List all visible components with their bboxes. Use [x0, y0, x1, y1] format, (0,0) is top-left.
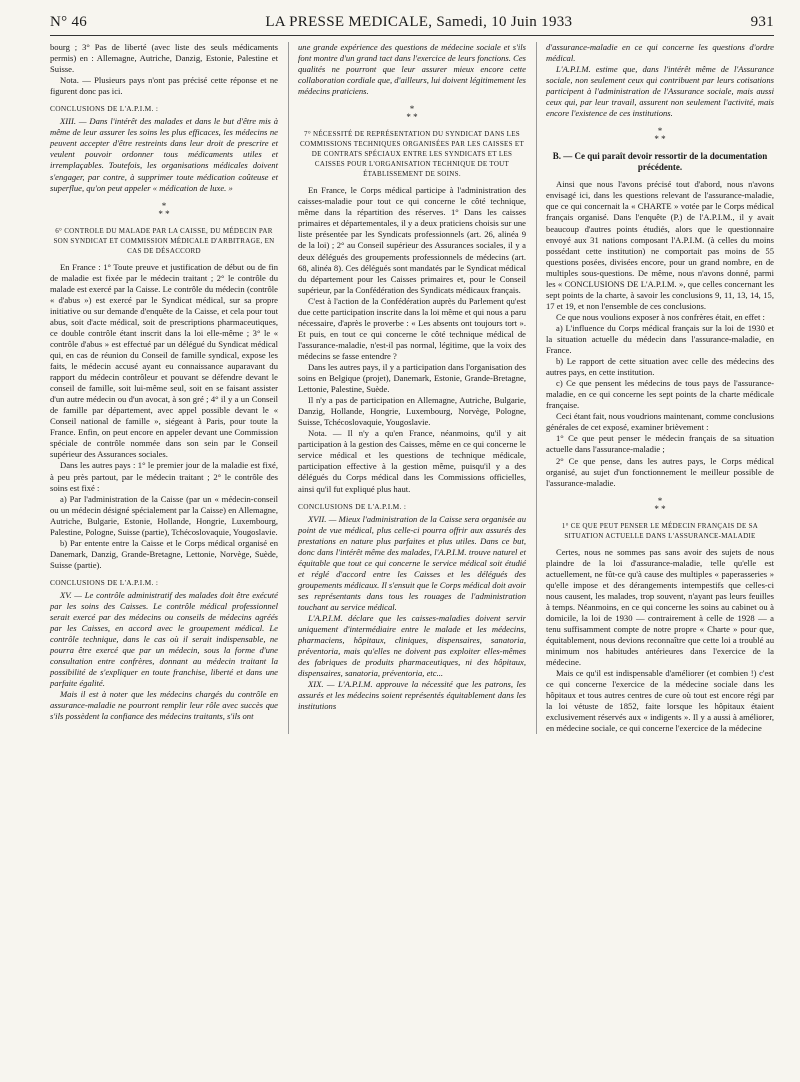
paragraph: a) Par l'administration de la Caisse (par un « médecin-conseil ou un médecin désigné spécialement par la Caisse) en Allemagne, Autriche, Bulgarie, Estonie, Hollande, Hongrie, Luxembourg, Palestine, Pologne, Suisse (partie), Tchécoslovaquie, Yougoslavie. [50, 493, 278, 537]
paragraph: Ainsi que nous l'avons précisé tout d'abord, nous n'avons envisagé ici, dans les questions relevant de l'assurance-maladie, que ce qui concernait la « CHARTE » votée par le Corps médical français organisé. Dans l'enquête (P.) de l'A.P.I.M., il y avait beaucoup d'autres points étudiés, alors que le questionnaire envoyé aux 31 nations composant l'A.P.I.M. (à celles du moins possédant cette institution) ne comportait pas moins de 55 questions posées, divisées encore, pour un grand nombre, en de multiples sous-questions. De même, nous n'avons donné, parmi les « CONCLUSIONS DE L'A.P.I.M. », que celles concernant les sept points de la charte, à savoir les conclusions 9, 11, 13, 14, 15, 17 et 19, et non l'ensemble de ces conclusions. [546, 179, 774, 311]
paragraph: a) L'influence du Corps médical français sur la loi de 1930 et la situation actuelle du médecin dans l'assurance-maladie, en France. [546, 322, 774, 356]
paragraph: En France, le Corps médical participe à l'administration des caisses-maladie pour tout ce qui concerne le côté technique, même dans la répartition des réserves. 1° Dans les caisses primaires et départementales, il y a deux praticiens choisis sur une liste présentée par les Syndicats professionnels (art. 26, alinéa 9 de la loi) ; 2° au Conseil supérieur des Assurances sociales, il y a deux délégués des groupements professionnels de médecins (art. 68, alinéa 8). Ces délégués sont mandatés par le Syndicat médical du département pour les Caisses primaires et, pour le Conseil supérieur, par la Confédération des Syndicats médicaux français. [298, 185, 526, 295]
conclusion-text: L'A.P.I.M. estime que, dans l'intérêt même de l'Assurance sociale, non seulement ceux qui contribuent par leurs cotisations participent à l'administration de l'Assurance sociale, mais aussi ceux qui, par leur travail, assurent non seulement l'activité, mais encore l'existence de ces institutions. [546, 64, 774, 119]
conclusions-heading: CONCLUSIONS DE L'A.P.I.M. : [50, 577, 159, 587]
paragraph: Certes, nous ne sommes pas sans avoir des sujets de nous plaindre de la loi d'assurance-maladie, telle qu'elle est actuellement, ne fût-ce qu'à cause des multiples « paperasseries » qu'elle impose et des dérangements intempestifs que celles-ci nous causent, les malades, trop souvent, n'ayant pas leurs feuilles à temps. Néanmoins, en ce qui concerne les soins au cabinet ou à domicile, la loi de 1930 — contrairement à celle de 1928 — a tenu suffisamment compte de notre propre « Charte » pour que, équitablement, nous devions reconnaître que cette loi a troublé au minimum nos habitudes antérieures dans l'exercice de la médecine. [546, 546, 774, 668]
paragraph: Ce que nous voulions exposer à nos confrères était, en effet : [556, 311, 765, 322]
conclusion-text: une grande expérience des questions de médecine sociale et s'ils font montre d'un grand tact dans l'exercice de leurs fonctions. Ces qualités ne pourront que leur assurer mieux encore cette collaboration cordiale que, d'ailleurs, lui doivent légitimement les médecins praticiens. [298, 42, 526, 97]
paragraph: b) Par entente entre la Caisse et le Corps médical organisé en Danemark, Danzig, Grande-Bretagne, Lettonie, Norvège, Suède, Suisse (partie). [50, 537, 278, 570]
issue-number: N° 46 [50, 14, 88, 30]
paragraph: c) Ce que pensent les médecins de tous pays de l'assurance-maladie, en ce qui concerne les sept points de la charte médicale française. [546, 378, 774, 411]
paragraph: Nota. — Plusieurs pays n'ont pas précisé cette réponse et ne figurent donc pas ici. [50, 75, 278, 97]
text-columns [50, 42, 774, 734]
paragraph: Dans les autres pays, il y a participation dans l'organisation des soins en Belgique (projet), Danemark, Estonie, Grande-Bretagne, Lettonie, Palestine, Suède. [298, 361, 526, 395]
conclusion-text: XV. — Le contrôle administratif des malades doit être exécuté par les soins des Caisses. Le contrôle médical professionnel serait exercé par des médecins ou conseils de médecins agréés par les Caisses, en accord avec le groupement médical. Le contrôle technique, dans le cas où il serait indispensable, ne pourra être exercé que par un médecin, sous la forme d'une consultation entre confrères, donnant au médecin traitant la possibilité de s'expliquer en toute franchise, liberté et dans une parfaite égalité. [50, 589, 278, 689]
conclusion-text: XIII. — Dans l'intérêt des malades et dans le but d'être mis à même de leur assurer les soins les plus efficaces, les médecins ne peuvent accepter d'être restreints dans leur droit de prescrire et veulent pouvoir ordonner tous médicaments utiles et irremplaçables. Toutefois, les organisations médicales doivent s'engager, par contre, à supprimer toute médication coûteuse et superflue, qu'on peut appeler « médication de luxe. » [50, 116, 278, 193]
paragraph: Mais ce qu'il est indispensable d'améliorer (et combien !) c'est ce qui concerne l'exercice de la médecine sociale dans les hôpitaux et tous autres centres de cure où tout est encore régi par la loi vétuste de 1852, faite lorsque les hôpitaux étaient exclusivement réservés aux « indigents ». Il y a aussi à améliorer, en médecine sociale, ce qui concerne l'exercice de la médecine [546, 668, 774, 734]
paragraph: Nota. — Il n'y a qu'en France, néanmoins, qu'il y ait participation à la gestion des Caisses, même en ce qui concerne le service médical et les questions de technique médicale, participation effective à la gestion même, puisqu'il y a des délégués du Corps médical dans les Commissions officielles, ainsi qu'il fut expliqué plus haut. [298, 428, 526, 494]
paragraph: Dans les autres pays : 1° le premier jour de la maladie est fixé, à peu près partout, par le médecin traitant ; 2° le contrôle des soins est fixé : [50, 460, 278, 493]
conclusion-text: XIX. — L'A.P.I.M. approuve la nécessité que les patrons, les assurés et les médecins soient représentés équitablement dans les institutions [298, 679, 526, 712]
conclusion-text: L'A.P.I.M. déclare que les caisses-maladies doivent servir uniquement d'intermédiaire entre le malade et les médecins, pharmaciens, hôpitaux, cliniques, dispensaires, sanatoria, préventoria, mais qu'elles ne doivent pas exploiter elles-mêmes des fabriques de produits pharmaceutiques, ni des hôpitaux, dispensaires, sanatoria, préventoria, etc... [298, 613, 526, 679]
section-separator: * * * [158, 200, 170, 219]
page-number: 931 [750, 14, 774, 30]
section-separator: * * * [406, 104, 418, 123]
conclusion-text: Mais il est à noter que les médecins chargés du contrôle en assurance-maladie ne pourront remplir leur rôle avec succès que s'ils possèdent la confiance des médecins traitants, s'ils ont [50, 689, 278, 722]
paragraph: Il n'y a pas de participation en Allemagne, Autriche, Bulgarie, Danzig, Hollande, Hongrie, Luxembourg, Norvège, Pologne, Suisse, Tchécoslovaquie, Yougoslavie. [298, 395, 526, 428]
conclusions-heading: CONCLUSIONS DE L'A.P.I.M. : [298, 501, 407, 511]
journal-title: LA PRESSE MEDICALE, Samedi, 10 Juin 1933 [265, 14, 573, 30]
paragraph: En France : 1° Toute preuve et justification de début ou de fin de maladie est fixée par le médecin traitant ; 2° le contrôle du malade est exercé par la Caisse. Le contrôle du médecin (contrôle « d'abus ») est exercé par le Syndicat médical, sur sa propre initiative ou sur demande d'enquête de la Caisse, et cela pour tout abus, soit d'acte médical, soit de prescriptions pharmaceutiques, ce double contrôle étant inscrit dans la loi elle-même ; 3° le « contrôle d'abus » est effectué par un délégué du Syndicat médical qui, en cas de réunion du Conseil de famille syndical, expose les faits, le médecin accusé ayant eu connaissance auparavant du rapport du médecin contrôleur et pouvant se défendre devant le conseil de famille, soit lui-même seul, soit en se faisant assister d'un autre médecin ou d'un avocat, à son gré ; 4° il y a un Conseil de famille par département, avec appel possible devant le « Conseil national de famille », siégeant à Paris, pour toute la France. Enfin, on peut encore en appeler devant une Commission spéciale de contrôle nommée dans son sein par le Conseil supérieur des Assurances sociales. [50, 261, 278, 460]
paragraph: 1° Ce que peut penser le médecin français de sa situation actuelle dans l'assurance-maladie ; [546, 433, 774, 455]
section-separator: * * * [654, 126, 666, 145]
column-3 [536, 42, 774, 734]
section-heading: 6° CONTROLE DU MALADE PAR LA CAISSE, DU MÉDECIN PAR SON SYNDICAT ET COMMISSION MÉDICALE D'ARBITRAGE, EN CAS DE DÉSACCORD [53, 226, 275, 255]
section-heading: 1° CE QUE PEUT PENSER LE MÉDECIN FRANÇAIS DE SA SITUATION ACTUELLE DANS L'ASSURANCE-MALADIE [561, 521, 759, 540]
column-2 [288, 42, 526, 734]
conclusion-text: XVII. — Mieux l'administration de la Caisse sera organisée au point de vue médical, plus celle-ci pourra offrir aux assurés des prestations en nature plus parfaites et plus utiles. Dans ce but, donc dans l'intérêt même des malades, l'A.P.I.M. trouve naturel et équitable que tout ce qui concerne le service médical soit étudié et réglé d'accord entre les Caisses et les délégués des groupements médicaux. Il s'ensuit que le Corps médical doit avoir ses représentants dans tous les rouages de l'administration touchant au service médical. [298, 513, 526, 612]
section-separator: * * * [654, 495, 666, 514]
paragraph: bourg ; 3° Pas de liberté (avec liste des seuls médicaments permis) en : Allemagne, Autriche, Danzig, Estonie, Palestine et Suisse. [50, 42, 278, 75]
section-heading: 7° NÉCESSITÉ DE REPRÉSENTATION DU SYNDICAT DANS LES COMMISSIONS TECHNIQUES ORGANISÉES PAR LES CAISSES ET DE CONTRATS SPÉCIAUX ENTRE LES SYNDICATS ET LES CAISSES POUR L'ORGANISATION TECHNIQUE DE TOUT ÉTABLISSEMENT DE SOINS. [299, 130, 525, 179]
paragraph: C'est à l'action de la Confédération auprès du Parlement qu'est due cette participation inscrite dans la loi même et qui nous a paru nécessaire, d'après le proverbe : « Les absents ont toujours tort ». Et puis, en tout ce qui concerne le côté technique médical de l'assurance-maladie, n'est-il pas normal, légitime, que la voix des médecins se fasse entendre ? [298, 295, 526, 361]
section-b-heading: B. — Ce qui paraît devoir ressortir de la documentation précédente. [552, 151, 768, 173]
column-1 [50, 42, 278, 734]
paragraph: Ceci étant fait, nous voudrions maintenant, comme conclusions générales de cet exposé, examiner brièvement : [546, 411, 774, 433]
conclusions-heading: CONCLUSIONS DE L'A.P.I.M. : [50, 104, 159, 114]
paragraph: b) Le rapport de cette situation avec celle des médecins des autres pays, en cette institution. [546, 356, 774, 378]
page-header [50, 14, 774, 36]
paragraph: 2° Ce que pense, dans les autres pays, le Corps médical organisé, au sujet d'un fonctionnement le meilleur possible de l'assurance-maladie. [546, 455, 774, 488]
conclusion-text: d'assurance-maladie en ce qui concerne les questions d'ordre médical. [546, 42, 774, 64]
